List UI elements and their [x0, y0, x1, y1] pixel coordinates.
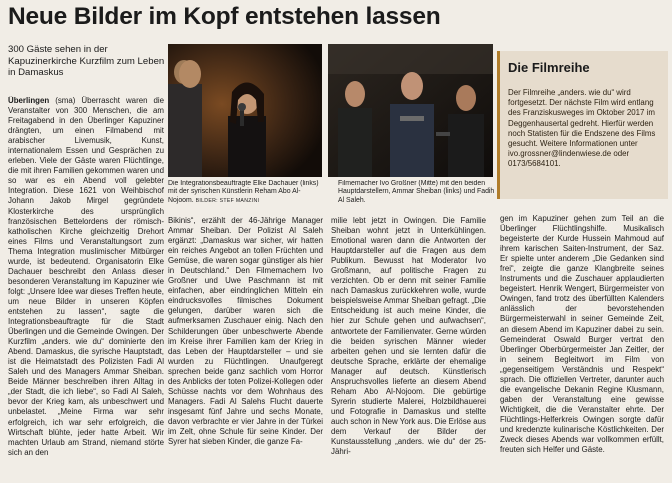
photo-left-image: [168, 44, 322, 177]
dateline: Überlingen: [8, 96, 50, 105]
photo-right-caption: Filmemacher Ivo Großner (Mitte) mit den beiden Hauptdarstellern, Ammar Sheiban (links) und Fadih Al Saleh.: [338, 180, 495, 204]
article-text: gen im Kapuziner gehen zum Teil an die Überlinger Flüchtlingshilfe. Musikalisch begeisterte der Kurde Hussein Mahmoud auf ihrem karischen Saiten-Instrument, der Saz. Er spielte unter anderem „Die Gedanken sind frei“, zeigte die ganze Klangbreite seines Instruments und die Zuschauer applaudierten begeistert. Henrik Wengert, Bürgermeister von Owingen, fand trotz des überfüllten Kalenders anlässlich der bevorstehenden Bürgermeisterwahl in seiner Gemeinde Zeit, an diesem Abend im Kapuziner dabei zu sein. Gemeinderat Oswald Burger vertrat den Überlinger Oberbürgermeister Jan Zeitler, der in seinem Begleitwort im Film von „gegenseitigem Verständnis und Respekt“ sprach. Die offiziellen Vertreter, darunter auch die evangelische Dekanin Regine Klusmann, gaben der Veranstaltung eine gewisse Wichtigkeit, die die Veranstalter ehrte. Der Flüchtlings-Helferkreis Owingen sorgte dafür und kredenzte kulinarische Köstlichkeiten. Der Zweck dieses Abends war vollkommen erfüllt, freuten sich Helfer und Gäste.: [500, 214, 664, 455]
article-text: milie lebt jetzt in Owingen. Die Familie Sheiban wohnt jetzt in Unterkühlingen. Emotional waren dann die Antworten der Hauptdarsteller auf die Fragen aus dem Publikum. Bewusst hat Moderator Ivo Großmann, auf politische Fragen zu verzichten. Ob er denn mit seiner Familie nach Damaskus zurückkehren wolle, wurde beispielsweise Ammar Sheiban gefragt. „Die Entscheidung ist auch meine Kinder, die hier zur Schule gehen und aufwachsen“, antwortete der Familienvater. Gerne würden die beiden syrischen Männer wieder arbeiten gehen und sie lernten dafür die deutsche Sprache, erklärte der ehemalige Manager auf deutsch. Künstlerisch Anspruchsvolles lieferte an diesem Abend Reham Abo Al-Nojoom. Die gebürtige Syrerin studierte Malerei, Holzbildhauerei und Fotografie in Damaskus und stellte auch schon in New York aus. Die Erlöse aus dem Verkauf der Bilder der Kunstausstellung „anders. wie du“ der 25-Jähri-: [331, 216, 486, 457]
info-box-film-series: [497, 51, 668, 199]
info-box-text: Der Filmreihe „anders. wie du“ wird fortgesetzt. Der nächste Film wird entlang des Franziskusweges im Oktober 2017 im Deggenhausertal gedreht. Hierfür werden noch Statisten für die Endszene des Films gesucht. Weitere Informationen unter ivo.grossner@lindenwiese.de oder 0173/5684101.: [508, 88, 656, 169]
article-text: Überrascht waren die Veranstalter von 300 Menschen, die am Freitagabend in den Überlinger Kapuziner drängten, um einen Filmabend mit arabischer Livemusik, Kunst, internationalem Essen und Gesprächen zu erleben. Viele der Gäste waren Flüchtlinge, die mit ihren Familien gekommen waren und so war es ein Abend voll gelebter Integration. Diese 1621 von Weihbischof Johann Jakob Mirgel gegründete Klosterkirche des ursprünglich französischen Bettelordens der römisch-katholischen Kirche gleichzeitig Drehort eines Films und Veranstaltungsort zum Thema Integration muslimischer Mitbürger wurde, ist bedeutend. Organisatorin Elke Dachauer beschreibt den Anlass dieser besonderen Veranstaltung im Kapuziner wie folgt: „Unsere Idee war dieses Treffen heute, um neue Bilder in unseren Köpfen entstehen zu lassen“, sagte die Integrationsbeauftragte für die Stadt Überlingen und die Gemeinde Owingen. Der Kurzfilm „anders. wie du“ dominierte den Abend. Damaskus, die syrische Hauptstadt, ist die Heimatstadt des Polizisten Fadi Al Saleh und des Managers Ammar Sheiban. Beide Männer beschreiben ihren Alltag in „der Stadt, die ich liebe“, so Fadi Al Saleh, bevor der Krieg kam, als unbeschwert und unbelastet. „Meine Firma war sehr erfolgreich, ich war sehr erfolgreich, die Wirtschaft blühte, jeder hatte Arbeit. Wir machten Urlaub am Strand, niemand störte sich an den: [8, 96, 164, 457]
dateline-suffix: (sma): [49, 96, 82, 105]
photo-left-caption: [168, 180, 326, 205]
photo-filmmaker-with-actors: [328, 44, 493, 177]
photo-integration-officer-and-artist: [168, 44, 322, 177]
photo-left-caption-text: Die Integrationsbeauftragte Elke Dachauer (links) mit der syrischen Künstlerin Reham Abo Al-Nojoom.: [168, 180, 319, 204]
subheadline: 300 Gäste sehen in der Kapuzinerkirche Kurzfilm zum Leben in Damaskus: [8, 44, 165, 78]
photo-credit: BILDER: STEF MANZINI: [195, 197, 260, 204]
article-column-2: [168, 216, 323, 480]
info-box-title: Die Filmreihe: [508, 60, 590, 75]
article-column-4: [500, 214, 664, 480]
photo-right-image: [328, 44, 493, 177]
article-column-1: [8, 96, 164, 480]
article-paragraph: [8, 96, 164, 458]
article-column-3: [331, 216, 486, 480]
headline: Neue Bilder im Kopf entstehen lassen: [8, 3, 441, 30]
article-text: Bikinis“, erzählt der 46-Jährige Manager Ammar Sheiban. Der Polizist Al Saleh ergänzt: „Damaskus war sicher, wir hatten ein reiches Angebot an tollen Früchten und Gemüse, die waren sogar günstiger als hier in Deutschland.“ Den Filmemachern Ivo Großner und Uwe Paschmann ist mit einfachen, aber eindringlichen Mitteln ein eindrucksvolles filmisches Dokument gelungen, darüber waren sich die aufmerksamen Zuschauer einig. Nach den Schilderungen über unbeschwerte Abende im Kreise ihrer Familien kam der Krieg in das Leben der Hauptdarsteller – und sie wurden zu Flüchtlingen. Unaufgeregt sprechen beide ganz sachlich vom Horror des Anblicks der toten Polizei-Kollegen oder Schüsse nachts vor dem Wohnhaus des Managers. Fadi Al Salehs Flucht dauerte insgesamt fünf Jahre und sechs Monate, davon verbrachte er vier Jahre in der Türkei im Zelt, ohne Schule für seine Kinder. Der Syrer hat sieben Kinder, die ganze Fa-: [168, 216, 323, 447]
